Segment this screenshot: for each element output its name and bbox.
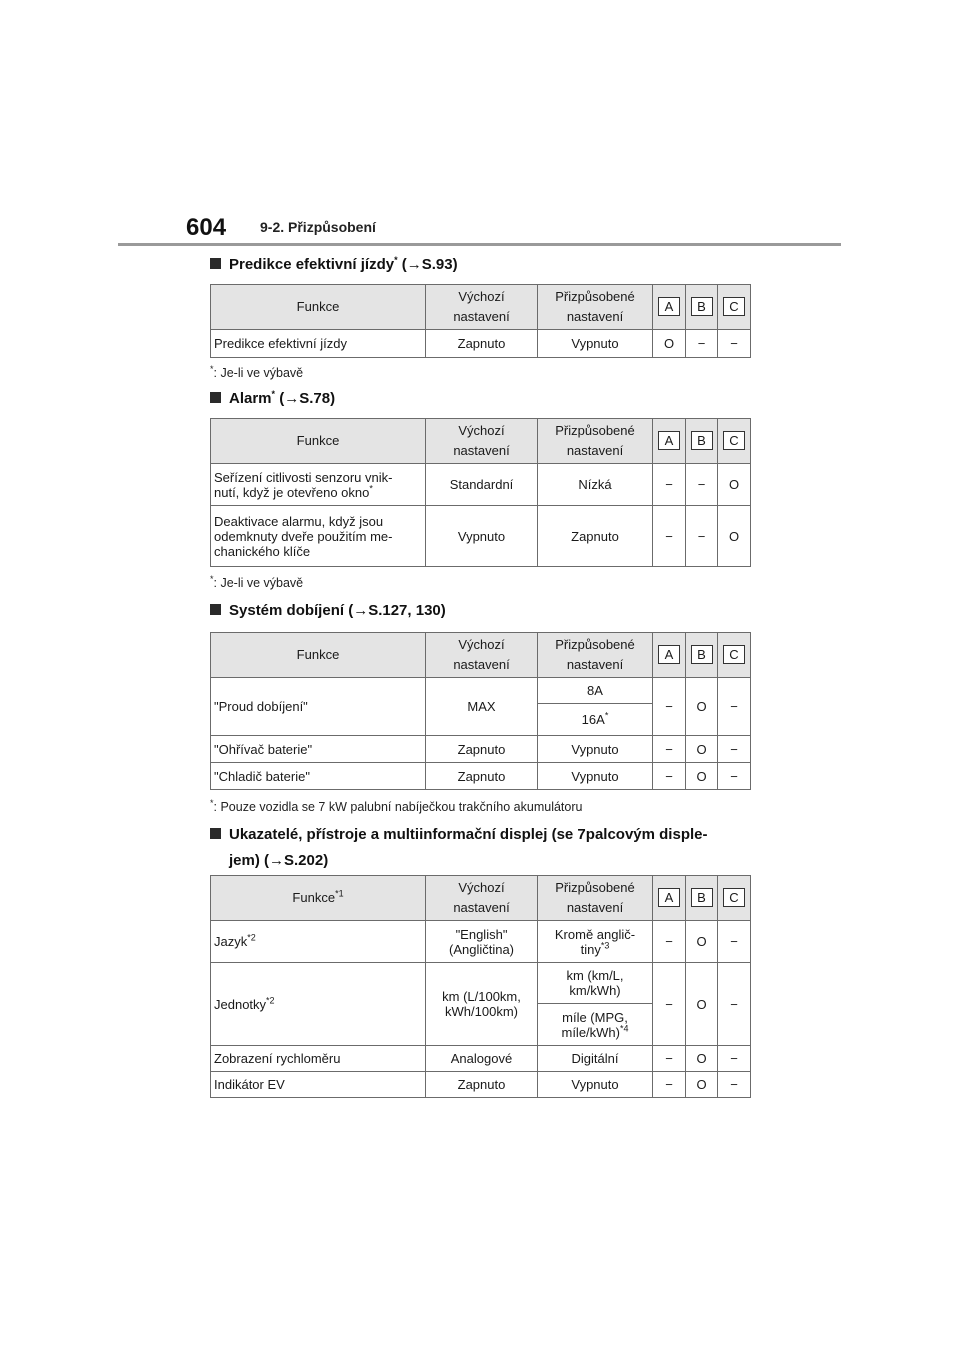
footnote-predikce: *: Je-li ve výbavě [210,363,304,380]
cell-func: "Ohřívač baterie" [211,736,426,763]
cell-default: Vypnuto [426,506,538,567]
col-header-b: B [686,419,718,464]
cell-func: Jednotky$^{*2}$ [211,963,426,1046]
col-header-funkce: Funkce [211,285,426,330]
cell-default: Zapnuto [426,1072,538,1098]
cell-a: − [653,921,686,963]
cell-custom: 16A* [538,704,653,736]
square-bullet-icon [210,258,221,269]
col-header-c: C [718,633,751,678]
cell-a: − [653,678,686,736]
cell-c: − [718,736,751,763]
cell-c: − [718,678,751,736]
cell-custom: Vypnuto [538,330,653,358]
cell-func: Jazyk$^{*2}$ [211,921,426,963]
square-bullet-icon [210,392,221,403]
cell-a: − [653,763,686,790]
cell-default: "English" (Angličtina) [426,921,538,963]
col-header-a: A [653,285,686,330]
cell-b: O [686,921,718,963]
cell-default: Standardní [426,464,538,506]
cell-b: − [686,506,718,567]
cell-default: Analogové [426,1046,538,1072]
cell-custom: Vypnuto [538,736,653,763]
col-header-custom: Přizpůsobené nastavení [538,419,653,464]
cell-func: "Chladič baterie" [211,763,426,790]
cell-b: − [686,464,718,506]
col-header-a: A [653,419,686,464]
col-header-b: B [686,285,718,330]
cell-default: Zapnuto [426,736,538,763]
col-header-default: Výchozí nastavení [426,419,538,464]
cell-custom: Vypnuto [538,1072,653,1098]
cell-default: Zapnuto [426,763,538,790]
table-ukazatele [210,875,751,1098]
cell-c: − [718,763,751,790]
cell-custom: Nízká [538,464,653,506]
footnote-alarm: *: Je-li ve výbavě [210,573,304,590]
table-row [211,464,751,506]
cell-custom: Digitální [538,1046,653,1072]
cell-c: − [718,963,751,1046]
cell-c: O [718,506,751,567]
cell-custom: míle (MPG, míle/kWh)$^{*4}$ [538,1004,653,1046]
cell-func: "Proud dobíjení" [211,678,426,736]
cell-b: O [686,736,718,763]
cell-func: Deaktivace alarmu, když jsou odemknuty dveře použitím me- chanického klíče [211,506,426,567]
cell-custom: 8A [538,678,653,704]
col-header-a: A [653,633,686,678]
cell-c: − [718,330,751,358]
cell-default: Zapnuto [426,330,538,358]
col-header-c: C [718,285,751,330]
cell-b: O [686,1072,718,1098]
col-header-funkce: Funkce [211,419,426,464]
cell-b: O [686,1046,718,1072]
cell-a: − [653,736,686,763]
col-header-custom: Přizpůsobené nastavení [538,876,653,921]
col-header-a: A [653,876,686,921]
header-divider [118,243,841,246]
table-row [211,736,751,763]
table-header-row [211,876,751,921]
cell-c: O [718,464,751,506]
table-predikce [210,284,751,358]
col-header-funkce: Funkce [211,633,426,678]
table-dobijeni [210,632,751,790]
cell-default: km (L/100km, kWh/100km) [426,963,538,1046]
col-header-custom: Přizpůsobené nastavení [538,285,653,330]
heading-predikce: Predikce efektivní jízdy* (→S.93) [210,252,458,278]
cell-c: − [718,1046,751,1072]
cell-func: Indikátor EV [211,1072,426,1098]
heading-ukazatele: Ukazatelé, přístroje a multiinformační displej (se 7palcovým disple- jem) (→S.202) [210,822,707,874]
table-header-row [211,633,751,678]
cell-a: − [653,464,686,506]
cell-b: O [686,963,718,1046]
cell-b: − [686,330,718,358]
heading-dobijeni: Systém dobíjení (→S.127, 130) [210,598,446,624]
cell-custom: Zapnuto [538,506,653,567]
table-alarm [210,418,751,567]
square-bullet-icon [210,828,221,839]
col-header-c: C [718,876,751,921]
table-row [211,678,751,704]
page-number: 604 [186,214,227,241]
col-header-default: Výchozí nastavení [426,633,538,678]
table-row [211,1046,751,1072]
cell-a: O [653,330,686,358]
cell-func: Zobrazení rychloměru [211,1046,426,1072]
col-header-b: B [686,876,718,921]
table-row [211,506,751,567]
col-header-custom: Přizpůsobené nastavení [538,633,653,678]
heading-alarm: Alarm* (→S.78) [210,386,335,412]
cell-a: − [653,506,686,567]
cell-c: − [718,1072,751,1098]
cell-a: − [653,1046,686,1072]
table-header-row [211,419,751,464]
table-row [211,921,751,963]
col-header-c: C [718,419,751,464]
cell-a: − [653,1072,686,1098]
cell-b: O [686,763,718,790]
col-header-funkce: Funkce$^{*1}$ [211,876,426,921]
table-row [211,330,751,358]
square-bullet-icon [210,604,221,615]
col-header-default: Výchozí nastavení [426,285,538,330]
cell-c: − [718,921,751,963]
cell-b: O [686,678,718,736]
table-header-row [211,285,751,330]
cell-default: MAX [426,678,538,736]
cell-func: Predikce efektivní jízdy [211,330,426,358]
col-header-default: Výchozí nastavení [426,876,538,921]
section-title: 9-2. Přizpůsobení [260,219,376,235]
cell-custom: Vypnuto [538,763,653,790]
table-row [211,763,751,790]
table-row [211,963,751,1004]
cell-custom: Kromě anglič- tiny$^{*3}$ [538,921,653,963]
cell-func: Seřízení citlivosti senzoru vnik- nutí, když je otevřeno okno* [211,464,426,506]
cell-a: − [653,963,686,1046]
table-row [211,1072,751,1098]
cell-custom: km (km/L, km/kWh) [538,963,653,1004]
footnote-dobijeni: *: Pouze vozidla se 7 kW palubní nabíječkou trakčního akumulátoru [210,797,583,814]
col-header-b: B [686,633,718,678]
